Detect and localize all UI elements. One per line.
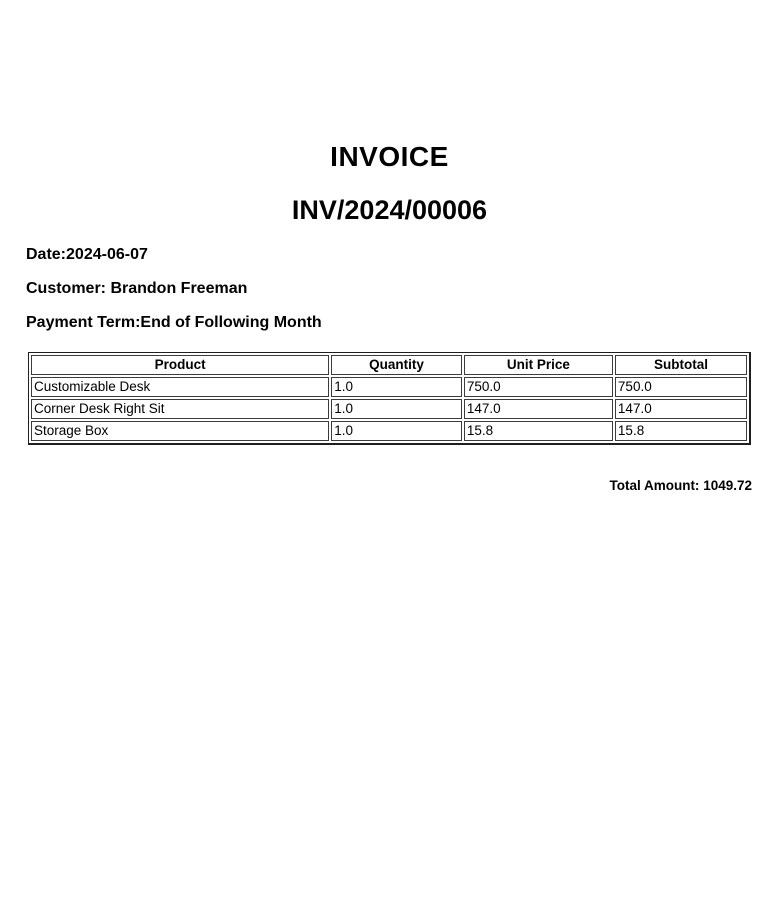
date-value: 2024-06-07 [66,245,148,263]
cell-product: Storage Box [31,421,329,441]
date-line [26,245,753,264]
total-amount [26,478,752,494]
cell-product: Corner Desk Right Sit [31,399,329,419]
table-row [31,377,747,397]
cell-subtotal: 147.0 [615,399,747,419]
customer-label: Customer: [26,279,111,297]
payment-term-label: Payment Term: [26,313,141,331]
cell-subtotal: 750.0 [615,377,747,397]
payment-term-value: End of Following Month [140,313,322,331]
cell-product: Customizable Desk [31,377,329,397]
column-header-unit-price: Unit Price [464,355,613,375]
page-title: INVOICE [330,141,449,172]
cell-quantity: 1.0 [331,377,462,397]
column-header-product: Product [31,355,329,375]
cell-unit-price: 147.0 [464,399,613,419]
column-header-quantity: Quantity [331,355,462,375]
cell-quantity: 1.0 [331,399,462,419]
table-row [31,399,747,419]
cell-quantity: 1.0 [331,421,462,441]
products-table [28,352,751,445]
table-row [31,421,747,441]
cell-unit-price: 15.8 [464,421,613,441]
payment-term-line [26,313,753,332]
customer-value: Brandon Freeman [110,279,248,297]
cell-unit-price: 750.0 [464,377,613,397]
column-header-subtotal: Subtotal [615,355,747,375]
invoice-number: INV/2024/00006 [291,194,488,225]
customer-line [26,279,753,298]
cell-subtotal: 15.8 [615,421,747,441]
table-header-row [31,355,747,375]
date-label: Date: [26,245,67,263]
total-amount-value: 1049.72 [703,477,752,493]
total-amount-label: Total Amount: [609,477,704,493]
